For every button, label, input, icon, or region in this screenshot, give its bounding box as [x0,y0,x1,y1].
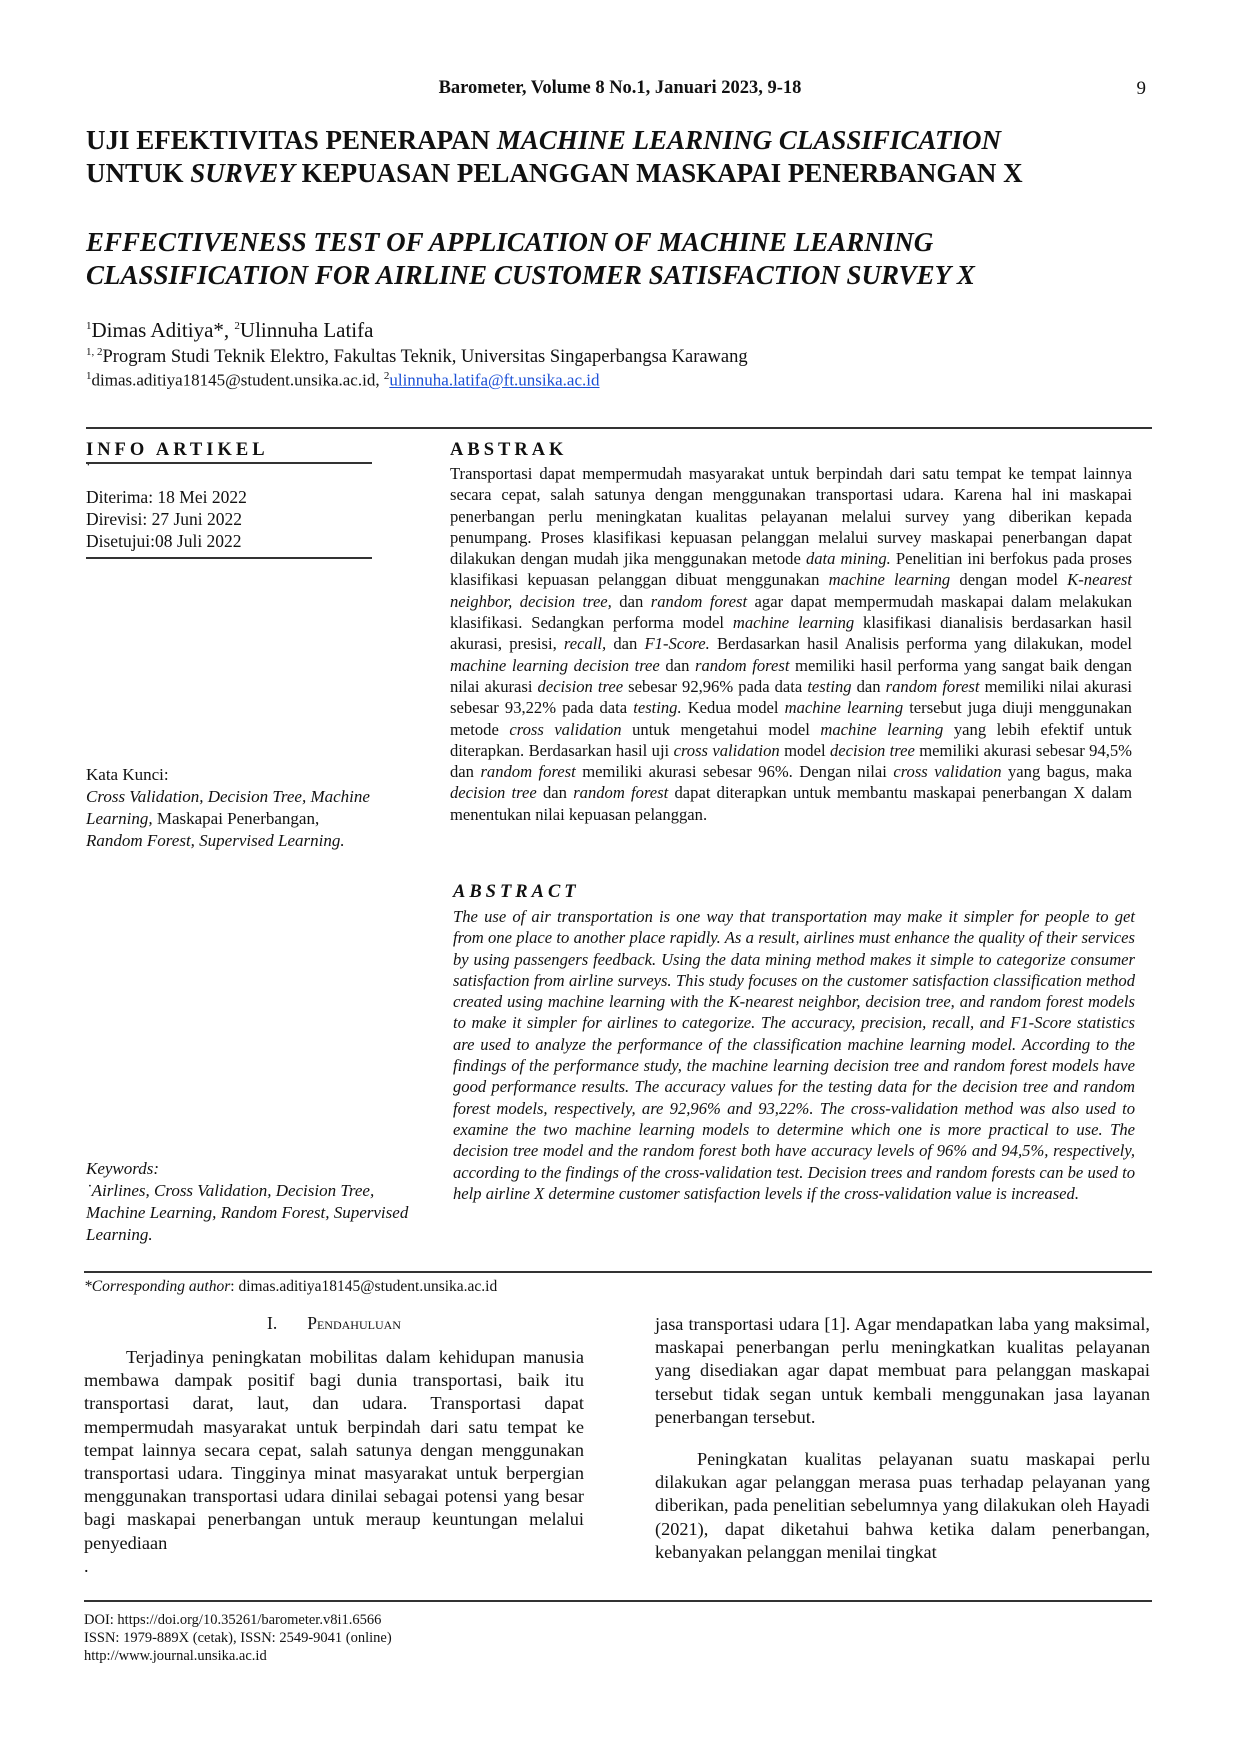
keywords-id-text-c: Random Forest, Supervised Learning. [86,831,345,850]
abstract-text: The use of air transportation is one way that transportation may make it simpler for people to get from one place to another place rapidly. As a result, airlines must enhance the quality of their services by using passengers feedback. Using the data mining method makes it simple to categorize consumer satisfaction from airline surveys. This study focuses on the customer satisfaction classification method created using machine learning with the K-nearest neighbor, decision tree, and random forest models to make it simpler for airlines to categorize. The accuracy, precision, recall, and F1-Score statistics are used to analyze the performance of the classification machine learning model. According to the findings of the performance study, the machine learning decision tree and random forest models have good performance results. The accuracy values for the testing data for the decision tree and random forest models, respectively, are 92,96% and 93,22%. The cross-validation method was also used to examine the two machine learning models to determine which one is more practical to use. The decision tree model and the random forest both have accuracy levels of 96% and 94,5%, respectively, according to the findings of the cross-validation test. Decision trees and random forests can be used to help airline X determine customer satisfaction levels if the cross-validation value is increased. [453,907,1135,1203]
date-accepted: Disetujui:08 Juli 2022 [86,531,242,551]
info-artikel-heading: INFO ARTIKEL [86,440,269,460]
body-column-right [655,1313,1150,1564]
corresponding-email: : dimas.aditiya18145@student.unsika.ac.id [230,1278,498,1295]
author2-sup: 2 [234,320,240,332]
title-en-line2: CLASSIFICATION FOR AIRLINE CUSTOMER SATISFACTION SURVEY X [86,260,975,290]
info-dot: ˙ [86,462,91,477]
title-id-line2-a: UNTUK [86,158,191,188]
affiliation-text: Program Studi Teknik Elektro, Fakultas Teknik, Universitas Singaperbangsa Karawang [102,347,748,368]
author-emails [86,370,600,391]
abstract-heading: ABSTRACT [453,882,580,902]
keywords-id-text-b: Maskapai Penerbangan, [152,809,320,828]
abstrak-text: Transportasi dapat mempermudah masyarakat untuk berpindah dari satu tempat ke tempat lainnya secara cepat, salah satunya dengan menggunakan transportasi udara. Karena hal ini maskapai penerbangan perlu meningkatan kualitas pelayanan melalui survey yang diberikan kepada penumpang. Proses klasifikasi kepuasan pelanggan melalui survey maskapai penerbangan dapat dilakukan dengan mudah jika menggunakan metode data mining. Penelitian ini berfokus pada proses klasifikasi kepuasan pelanggan dibuat menggunakan machine learning dengan model K-nearest neighbor, decision tree, dan random forest agar dapat mempermudah maskapai dalam melakukan klasifikasi. Sedangkan performa model machine learning klasifikasi dianalisis berdasarkan hasil akurasi, presisi, recall, dan F1-Score. Berdasarkan hasil Analisis performa yang dilakukan, model machine learning decision tree dan random forest memiliki hasil performa yang sangat baik dengan nilai akurasi decision tree sebesar 92,96% pada data testing dan random forest memiliki nilai akurasi sebesar 93,22% pada data testing. Kedua model machine learning tersebut juga diuji menggunakan metode cross validation untuk mengetahui model machine learning yang lebih efektif untuk diterapkan. Berdasarkan hasil uji cross validation model decision tree memiliki akurasi sebesar 94,5% dan random forest memiliki akurasi sebesar 96%. Dengan nilai cross validation yang bagus, maka decision tree dan random forest dapat diterapkan untuk membantu maskapai penerbangan X dalam menentukan nilai kepuasan pelanggan. [450,464,1133,824]
divider-footer [84,1600,1152,1602]
title-english [86,226,1166,292]
body-right-paragraph-2: Peningkatan kualitas pelayanan suatu maskapai perlu dilakukan agar pelanggan merasa puas terhadap pelayanan yang diberikan, pada penelitian sebelumnya yang dilakukan oleh Hayadi (2021), dapat diketahui bahwa ketika dalam penerbangan, kebanyakan pelanggan menilai tingkat [655,1449,1150,1562]
body-left-paragraph-1: Terjadinya peningkatan mobilitas dalam kehidupan manusia membawa dampak positif bagi dunia transportasi, baik itu transportasi darat, laut, dan udara. Transportasi dapat mempermudah masyarakat untuk berpindah dari satu tempat ke tempat lainnya secara cepat, salah satunya dengan menggunakan transportasi udara. Tingginya minat masyarakat untuk berpergian menggunakan transportasi udara dinilai sebagai potensi yang besar bagi maskapai penerbangan untuk meraup keuntungan melalui penyediaan [84,1347,584,1553]
email2-sup: 2 [383,370,390,382]
abstrak-heading: ABSTRAK [450,440,568,460]
affiliation [86,346,748,368]
corresponding-author [84,1278,497,1296]
keywords-english [86,1158,416,1246]
keywords-id-label: Kata Kunci: [86,765,169,784]
body-right-paragraph-1: jasa transportasi udara [1]. Agar mendapatkan laba yang maksimal, maskapai penerbangan perlu meningkatkan kualitas pelayanan yang disediakan agar dapat membuat para pelanggan maskapai tersebut tidak segan untuk kembali menggunakan jasa layanan penerbangan tersebut. [655,1314,1150,1427]
section-heading-introduction [84,1313,584,1334]
title-id-line2-b: SURVEY [190,158,295,188]
keywords-id-text-a: Cross Validation, Decision Tree, Machine Learning, [86,787,370,828]
corresponding-label: *Corresponding author [84,1278,231,1295]
email2-link[interactable]: ulinnuha.latifa@ft.unsika.ac.id [389,370,600,390]
dates-divider [86,557,372,559]
body-left-dot: . [84,1555,89,1576]
author2-name: Ulinnuha Latifa [239,318,374,342]
divider-bottom [84,1271,1152,1273]
keywords-en-label: Keywords: [86,1159,160,1178]
article-dates [86,486,247,552]
page-number: 9 [1136,78,1146,99]
footer-url: http://www.journal.unsika.ac.id [84,1648,267,1664]
journal-header: Barometer, Volume 8 No.1, Januari 2023, 9-18 [438,78,802,98]
section-title: Pendahuluan [307,1313,401,1333]
author1-sup: 1 [86,320,92,332]
title-id-line1-b: MACHINE LEARNING CLASSIFICATION [496,125,1001,155]
authors [86,318,373,343]
title-id-line1-a: UJI EFEKTIVITAS PENERAPAN [86,125,497,155]
date-received: Diterima: 18 Mei 2022 [86,487,247,507]
title-indonesian [86,124,1166,190]
date-revised: Direvisi: 27 Juni 2022 [86,509,243,529]
keywords-indonesian [86,764,416,852]
footer-issn: ISSN: 1979-889X (cetak), ISSN: 2549-9041 (online) [84,1630,392,1646]
footer-doi: DOI: https://doi.org/10.35261/barometer.v8i1.6566 [84,1612,382,1628]
divider-top [86,427,1152,429]
title-id-line2-c: KEPUASAN PELANGGAN MASKAPAI PENERBANGAN X [294,158,1023,188]
page-footer [84,1611,392,1665]
title-en-line1: EFFECTIVENESS TEST OF APPLICATION OF MACHINE LEARNING [86,227,934,257]
email1: dimas.aditiya18145@student.unsika.ac.id, [91,370,384,390]
keywords-en-text: ˙Airlines, Cross Validation, Decision Tree, Machine Learning, Random Forest, Supervised Learning. [86,1181,409,1244]
section-number: I. [267,1313,278,1333]
body-column-left [84,1346,584,1578]
author1-name: Dimas Aditiya*, [91,318,235,342]
affiliation-sup: 1, 2 [86,346,103,358]
email1-sup: 1 [86,370,92,382]
info-underline [86,462,372,464]
